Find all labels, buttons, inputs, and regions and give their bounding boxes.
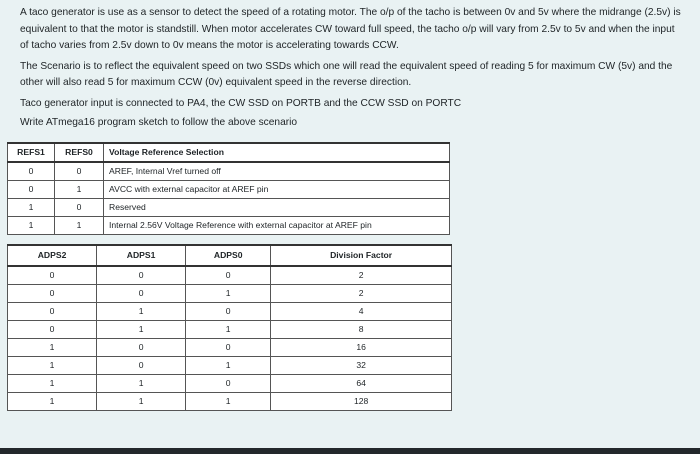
column-header: ADPS0 bbox=[186, 245, 271, 266]
table-row bbox=[8, 181, 450, 199]
table-cell: 0 bbox=[8, 321, 97, 339]
table-header-row bbox=[8, 143, 450, 162]
table-cell: 0 bbox=[97, 357, 186, 375]
table-cell: 1 bbox=[8, 217, 55, 235]
table-cell: 0 bbox=[55, 162, 104, 181]
paragraph-description: A taco generator is use as a sensor to detect the speed of a rotating motor. The o/p of the tacho is between 0v and 5v where the midrange (2.5v) is equivalent to that the motor is standstill. When motor accelerates CW toward full speed, the tacho o/p will vary from 2.5v to 5v and when the input of tacho varies from 2.5v down to 0v means the motor is accelerating towards CCW. bbox=[20, 7, 681, 51]
table-cell: 4 bbox=[271, 303, 452, 321]
table-cell: 1 bbox=[97, 375, 186, 393]
table-cell: 0 bbox=[8, 285, 97, 303]
table-cell: 2 bbox=[271, 285, 452, 303]
question-text bbox=[20, 5, 685, 135]
table-cell: 0 bbox=[8, 266, 97, 285]
table-cell: 0 bbox=[8, 181, 55, 199]
table-cell: Reserved bbox=[104, 199, 450, 217]
paragraph-scenario: The Scenario is to reflect the equivalent speed on two SSDs which one will read the equivalent speed of reading 5 for maximum CW (5v) and the other will also read 5 for maximum CCW (0v) equivalent speed in the reverse direction. bbox=[20, 60, 673, 88]
table-cell: 1 bbox=[8, 199, 55, 217]
table-cell: 0 bbox=[186, 375, 271, 393]
table-cell: 0 bbox=[186, 303, 271, 321]
table-row bbox=[8, 321, 452, 339]
table-cell: 1 bbox=[186, 321, 271, 339]
table-cell: Internal 2.56V Voltage Reference with external capacitor at AREF pin bbox=[104, 217, 450, 235]
table-cell: 1 bbox=[8, 375, 97, 393]
column-header: Division Factor bbox=[271, 245, 452, 266]
table-cell: 0 bbox=[8, 303, 97, 321]
table-cell: 1 bbox=[97, 393, 186, 411]
table-cell: 8 bbox=[271, 321, 452, 339]
table-row bbox=[8, 339, 452, 357]
table-row bbox=[8, 303, 452, 321]
table-cell: 0 bbox=[97, 285, 186, 303]
table-cell: 1 bbox=[55, 217, 104, 235]
table-cell: 64 bbox=[271, 375, 452, 393]
table-cell: 1 bbox=[8, 393, 97, 411]
table-row bbox=[8, 266, 452, 285]
table-cell: 1 bbox=[97, 321, 186, 339]
table-cell: 1 bbox=[8, 357, 97, 375]
column-header: Voltage Reference Selection bbox=[104, 143, 450, 162]
column-header: REFS1 bbox=[8, 143, 55, 162]
table-row bbox=[8, 217, 450, 235]
table-cell: 32 bbox=[271, 357, 452, 375]
table-cell: 1 bbox=[8, 339, 97, 357]
column-header: REFS0 bbox=[55, 143, 104, 162]
table-cell: 0 bbox=[97, 266, 186, 285]
table-row bbox=[8, 393, 452, 411]
table-cell: 1 bbox=[55, 181, 104, 199]
table-cell: 0 bbox=[186, 339, 271, 357]
table-cell: 0 bbox=[186, 266, 271, 285]
table-row bbox=[8, 285, 452, 303]
table-cell: 1 bbox=[186, 285, 271, 303]
table-cell: 0 bbox=[55, 199, 104, 217]
table-row bbox=[8, 357, 452, 375]
table-cell: 0 bbox=[97, 339, 186, 357]
paragraph-task: Write ATmega16 program sketch to follow the above scenario bbox=[20, 117, 298, 128]
table-cell: 1 bbox=[186, 393, 271, 411]
paragraph-connections: Taco generator input is connected to PA4, the CW SSD on PORTB and the CCW SSD on PORTC bbox=[20, 97, 462, 109]
voltage-reference-table bbox=[7, 142, 450, 235]
table-cell: AREF, Internal Vref turned off bbox=[104, 162, 450, 181]
table-header-row bbox=[8, 245, 452, 266]
column-header: ADPS2 bbox=[8, 245, 97, 266]
table-cell: 1 bbox=[186, 357, 271, 375]
table-row bbox=[8, 375, 452, 393]
prescaler-table bbox=[7, 244, 452, 411]
table-cell: 1 bbox=[97, 303, 186, 321]
table-cell: 0 bbox=[8, 162, 55, 181]
table-cell: 128 bbox=[271, 393, 452, 411]
column-header: ADPS1 bbox=[97, 245, 186, 266]
table-row bbox=[8, 199, 450, 217]
bottom-edge-bar bbox=[0, 448, 700, 454]
table-cell: 2 bbox=[271, 266, 452, 285]
table-cell: AVCC with external capacitor at AREF pin bbox=[104, 181, 450, 199]
table-cell: 16 bbox=[271, 339, 452, 357]
table-row bbox=[8, 162, 450, 181]
